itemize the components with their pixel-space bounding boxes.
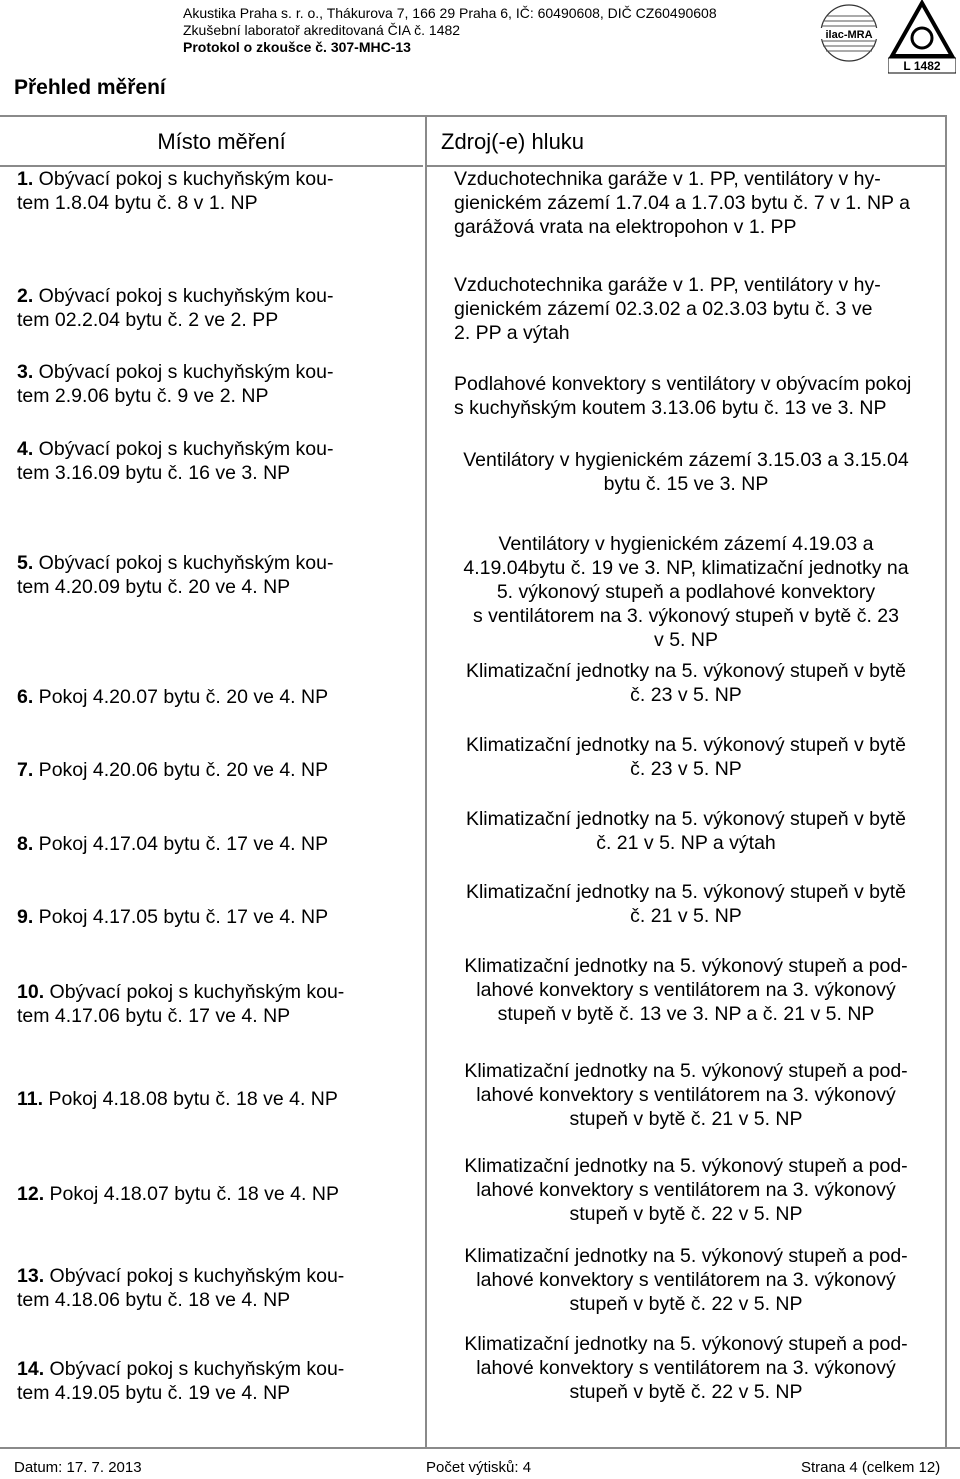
place-line bbox=[17, 832, 417, 856]
place-text: Pokoj 4.20.07 bytu č. 20 ve 4. NP bbox=[33, 686, 329, 708]
lab-accreditation: Zkušební laboratoř akreditovaná ČIA č. 1482 bbox=[183, 22, 461, 38]
source-line: 4.19.04bytu č. 19 ve 3. NP, klimatizační jednotky na bbox=[463, 557, 909, 579]
place-line bbox=[17, 551, 417, 575]
place-column-header: Místo měření bbox=[0, 117, 423, 167]
place-cell bbox=[17, 1087, 417, 1111]
place-line bbox=[17, 167, 417, 191]
source-line: lahové konvektory s ventilátorem na 3. výkonový bbox=[476, 979, 896, 1001]
place-line bbox=[17, 980, 417, 1004]
source-cell bbox=[427, 167, 945, 239]
place-text: Obývací pokoj s kuchyňským kou- bbox=[44, 1265, 345, 1287]
row-number: 6. bbox=[17, 686, 34, 708]
source-line: lahové konvektory s ventilátorem na 3. výkonový bbox=[476, 1084, 896, 1106]
source-line: lahové konvektory s ventilátorem na 3. výkonový bbox=[476, 1179, 896, 1201]
source-cell bbox=[427, 532, 945, 652]
place-cell bbox=[17, 685, 417, 709]
place-cell bbox=[17, 437, 417, 485]
place-text: Obývací pokoj s kuchyňským kou- bbox=[33, 285, 334, 307]
source-line: Klimatizační jednotky na 5. výkonový stupeň a pod- bbox=[464, 1155, 908, 1177]
row-number: 14. bbox=[17, 1358, 45, 1380]
row-number: 1. bbox=[17, 168, 34, 190]
lab-number-logo-text: L 1482 bbox=[903, 59, 941, 73]
accreditation-mark-logo bbox=[888, 0, 956, 74]
source-line: Klimatizační jednotky na 5. výkonový stupeň a pod- bbox=[464, 1333, 908, 1355]
protocol-number: Protokol o zkoušce č. 307-MHC-13 bbox=[183, 39, 411, 55]
source-line: Klimatizační jednotky na 5. výkonový stupeň v bytě bbox=[465, 881, 907, 903]
source-line: stupeň v bytě č. 22 v 5. NP bbox=[569, 1203, 803, 1225]
place-line bbox=[17, 1357, 417, 1381]
place-cell bbox=[17, 1182, 417, 1206]
place-line bbox=[17, 905, 417, 929]
source-line: Vzduchotechnika garáže v 1. PP, ventilátory v hy- bbox=[454, 274, 881, 296]
source-line: Klimatizační jednotky na 5. výkonový stupeň a pod- bbox=[464, 1245, 908, 1267]
source-line: Ventilátory v hygienickém zázemí 3.15.03 a 3.15.04 bbox=[463, 449, 909, 471]
source-line: Klimatizační jednotky na 5. výkonový stupeň a pod- bbox=[464, 955, 908, 977]
source-line: Klimatizační jednotky na 5. výkonový stupeň v bytě bbox=[465, 808, 907, 830]
source-line: bytu č. 15 ve 3. NP bbox=[603, 473, 769, 495]
source-line: Vzduchotechnika garáže v 1. PP, ventilátory v hy- bbox=[454, 168, 881, 190]
source-cell bbox=[427, 1059, 945, 1131]
lab-address: Akustika Praha s. r. o., Thákurova 7, 166 29 Praha 6, IČ: 60490608, DIČ CZ60490608 bbox=[183, 5, 717, 21]
source-line: stupeň v bytě č. 21 v 5. NP bbox=[569, 1108, 803, 1130]
place-cell bbox=[17, 284, 417, 332]
place-line bbox=[17, 284, 417, 308]
row-number: 9. bbox=[17, 906, 34, 928]
place-text: Pokoj 4.20.06 bytu č. 20 ve 4. NP bbox=[33, 759, 329, 781]
ilac-mra-logo bbox=[814, 2, 884, 64]
footer-page: Strana 4 (celkem 12) bbox=[801, 1459, 941, 1476]
row-number: 8. bbox=[17, 833, 34, 855]
place-text: Obývací pokoj s kuchyňským kou- bbox=[33, 438, 334, 460]
place-line: tem 4.19.05 bytu č. 19 ve 4. NP bbox=[17, 1382, 291, 1404]
source-line: stupeň v bytě č. 22 v 5. NP bbox=[569, 1381, 803, 1403]
row-number: 5. bbox=[17, 552, 34, 574]
place-line: tem 1.8.04 bytu č. 8 v 1. NP bbox=[17, 192, 258, 214]
place-text: Obývací pokoj s kuchyňským kou- bbox=[44, 1358, 345, 1380]
source-line: s kuchyňským koutem 3.13.06 bytu č. 13 ve 3. NP bbox=[454, 397, 887, 419]
place-cell bbox=[17, 758, 417, 782]
place-line: tem 2.9.06 bytu č. 9 ve 2. NP bbox=[17, 385, 269, 407]
place-line: tem 4.18.06 bytu č. 18 ve 4. NP bbox=[17, 1289, 291, 1311]
place-cell bbox=[17, 1264, 417, 1312]
section-title: Přehled měření bbox=[14, 76, 166, 99]
source-line: Podlahové konvektory s ventilátory v obývacím pokoj bbox=[454, 373, 912, 395]
source-cell bbox=[427, 807, 945, 855]
source-line: lahové konvektory s ventilátorem na 3. výkonový bbox=[476, 1357, 896, 1379]
source-line: garážová vrata na elektropohon v 1. PP bbox=[454, 216, 797, 238]
place-cell bbox=[17, 551, 417, 599]
source-cell bbox=[427, 1154, 945, 1226]
source-column bbox=[425, 117, 947, 1449]
place-text: Obývací pokoj s kuchyňským kou- bbox=[33, 552, 334, 574]
source-line: Klimatizační jednotky na 5. výkonový stupeň a pod- bbox=[464, 1060, 908, 1082]
place-line bbox=[17, 758, 417, 782]
place-line: tem 4.17.06 bytu č. 17 ve 4. NP bbox=[17, 1005, 291, 1027]
row-number: 13. bbox=[17, 1265, 45, 1287]
source-cell bbox=[427, 880, 945, 928]
measurement-table bbox=[0, 115, 947, 1449]
source-line: č. 23 v 5. NP bbox=[630, 758, 742, 780]
place-line bbox=[17, 1264, 417, 1288]
place-line bbox=[17, 1182, 417, 1206]
source-line: v 5. NP bbox=[654, 629, 718, 651]
footer-copies: Počet výtisků: 4 bbox=[426, 1459, 532, 1476]
row-number: 12. bbox=[17, 1183, 45, 1205]
source-line: Klimatizační jednotky na 5. výkonový stupeň v bytě bbox=[465, 734, 907, 756]
source-line: 5. výkonový stupeň a podlahové konvektory bbox=[496, 581, 876, 603]
source-cell bbox=[427, 1244, 945, 1316]
place-text: Pokoj 4.17.04 bytu č. 17 ve 4. NP bbox=[33, 833, 329, 855]
place-cell bbox=[17, 832, 417, 856]
place-text: Obývací pokoj s kuchyňským kou- bbox=[44, 981, 345, 1003]
place-line bbox=[17, 685, 417, 709]
row-number: 11. bbox=[17, 1088, 44, 1110]
source-line: lahové konvektory s ventilátorem na 3. výkonový bbox=[476, 1269, 896, 1291]
source-cell bbox=[427, 448, 945, 496]
place-text: Pokoj 4.18.08 bytu č. 18 ve 4. NP bbox=[43, 1088, 338, 1110]
row-number: 2. bbox=[17, 285, 34, 307]
source-cell bbox=[427, 1332, 945, 1404]
place-cell bbox=[17, 360, 417, 408]
place-line bbox=[17, 1087, 417, 1111]
footer-date: Datum: 17. 7. 2013 bbox=[14, 1459, 142, 1476]
place-cell bbox=[17, 1357, 417, 1405]
source-cell bbox=[427, 372, 945, 420]
place-column bbox=[0, 117, 423, 1449]
source-cell bbox=[427, 954, 945, 1026]
source-line: Klimatizační jednotky na 5. výkonový stupeň v bytě bbox=[465, 660, 907, 682]
page-footer bbox=[0, 1447, 960, 1476]
row-number: 10. bbox=[17, 981, 45, 1003]
place-text: Obývací pokoj s kuchyňským kou- bbox=[33, 168, 334, 190]
place-cell bbox=[17, 980, 417, 1028]
row-number: 7. bbox=[17, 759, 34, 781]
place-cell bbox=[17, 905, 417, 929]
place-text: Pokoj 4.18.07 bytu č. 18 ve 4. NP bbox=[44, 1183, 339, 1205]
source-cell bbox=[427, 273, 945, 345]
source-line: 2. PP a výtah bbox=[454, 322, 570, 344]
row-number: 3. bbox=[17, 361, 34, 383]
ilac-logo-text: ilac-MRA bbox=[825, 29, 873, 41]
source-column-header: Zdroj(-e) hluku bbox=[427, 117, 945, 167]
source-line: s ventilátorem na 3. výkonový stupeň v bytě č. 23 bbox=[473, 605, 899, 627]
place-line: tem 4.20.09 bytu č. 20 ve 4. NP bbox=[17, 576, 291, 598]
source-line: gienickém zázemí 02.3.02 a 02.3.03 bytu č. 3 ve bbox=[454, 298, 873, 320]
report-header bbox=[183, 5, 803, 56]
place-text: Obývací pokoj s kuchyňským kou- bbox=[33, 361, 334, 383]
source-cell bbox=[427, 733, 945, 781]
source-line: č. 21 v 5. NP bbox=[630, 905, 742, 927]
source-line: Ventilátory v hygienickém zázemí 4.19.03 a bbox=[498, 533, 874, 555]
place-line bbox=[17, 437, 417, 461]
source-line: č. 21 v 5. NP a výtah bbox=[596, 832, 776, 854]
place-text: Pokoj 4.17.05 bytu č. 17 ve 4. NP bbox=[33, 906, 329, 928]
place-line: tem 02.2.04 bytu č. 2 ve 2. PP bbox=[17, 309, 279, 331]
row-number: 4. bbox=[17, 438, 34, 460]
source-line: č. 23 v 5. NP bbox=[630, 684, 742, 706]
place-line bbox=[17, 360, 417, 384]
source-cell bbox=[427, 659, 945, 707]
source-line: stupeň v bytě č. 13 ve 3. NP a č. 21 v 5. NP bbox=[497, 1003, 875, 1025]
place-cell bbox=[17, 167, 417, 215]
place-line: tem 3.16.09 bytu č. 16 ve 3. NP bbox=[17, 462, 291, 484]
source-line: gienickém zázemí 1.7.04 a 1.7.03 bytu č. 7 v 1. NP a bbox=[454, 192, 910, 214]
source-line: stupeň v bytě č. 22 v 5. NP bbox=[569, 1293, 803, 1315]
